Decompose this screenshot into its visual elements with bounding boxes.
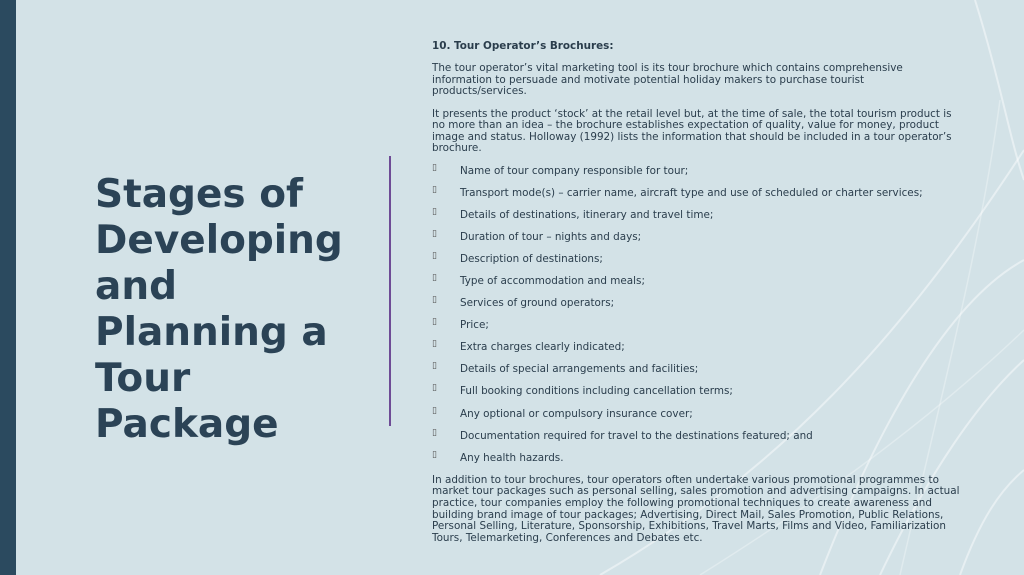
list-item-text: Type of accommodation and meals; <box>460 275 645 287</box>
bullet-icon: ▯ <box>432 206 437 217</box>
list-item-text: Services of ground operators; <box>460 297 615 310</box>
list-item <box>432 317 962 342</box>
list-item-text: Description of destinations; <box>460 252 603 265</box>
list-item <box>432 449 962 475</box>
bullet-icon: ▯ <box>432 295 437 306</box>
list-item-text: Details of destinations, itinerary and travel time; <box>460 208 714 221</box>
bullet-icon: ▯ <box>432 339 437 350</box>
brochure-info-list <box>432 162 962 475</box>
bullet-icon: ▯ <box>432 184 437 195</box>
list-item <box>432 383 962 408</box>
bullet-icon: ▯ <box>432 273 437 283</box>
list-item <box>432 295 962 320</box>
bullet-icon: ▯ <box>432 449 437 460</box>
closing-paragraph: In addition to tour brochures, tour operators often undertake various promotional programmes to market tour packages such as personal selling, sales promotion and advertising campaigns. In actual practice, tour companies employ the following promotional techniques to create awareness and building brand image of tour packages; Advertising, Direct Mail, Sales Promotion, Public Relations, Personal Selling, Literature, Sponsorship, Exhibitions, Travel Marts, Films and Video, Familiarization Tours, Telemarketing, Conferences and Debates etc. <box>432 473 960 544</box>
bullet-icon: ▯ <box>432 361 437 372</box>
list-item <box>432 427 962 453</box>
list-item-text: Any optional or compulsory insurance cover; <box>460 407 693 420</box>
bullet-icon: ▯ <box>432 427 437 438</box>
list-item <box>432 184 962 210</box>
bullet-icon: ▯ <box>432 383 437 394</box>
stock-paragraph: It presents the product ‘stock’ at the retail level but, at the time of sale, the total tourism product is no more than an idea – the brochure establishes expectation of quality, value for money, product image and status. Holloway (1992) lists the information that should be included in a tour operator’s brochure. <box>432 107 952 155</box>
list-item-text: Name of tour company responsible for tour; <box>460 164 689 177</box>
list-item <box>432 361 962 386</box>
list-item <box>432 206 962 232</box>
list-item <box>432 228 962 254</box>
section-heading: 10. Tour Operator’s Brochures: <box>432 40 614 52</box>
list-item-text: Full booking conditions including cancellation terms; <box>460 385 733 398</box>
bullet-icon: ▯ <box>432 250 437 261</box>
list-item-text: Transport mode(s) – carrier name, aircraft type and use of scheduled or charter services; <box>460 186 923 199</box>
bullet-icon: ▯ <box>432 228 437 239</box>
list-item <box>432 162 962 188</box>
list-item-text: Duration of tour – nights and days; <box>460 230 642 243</box>
list-item <box>432 405 962 431</box>
bullet-icon: ▯ <box>432 162 437 173</box>
bullet-icon: ▯ <box>432 405 437 416</box>
bullet-icon: ▯ <box>432 317 437 328</box>
vertical-divider <box>389 156 391 426</box>
list-item-text: Documentation required for travel to the destinations featured; and <box>460 429 813 442</box>
slide-title: Stages of Developing and Planning a Tour Package <box>95 172 343 447</box>
intro-paragraph: The tour operator’s vital marketing tool is its tour brochure which contains comprehensive information to persuade and motivate potential holiday makers to purchase tourist products/services. <box>432 62 903 98</box>
list-item-text: Any health hazards. <box>460 451 564 464</box>
list-item-text: Details of special arrangements and facilities; <box>460 363 699 376</box>
list-item-text: Extra charges clearly indicated; <box>460 341 625 354</box>
list-item <box>432 250 962 276</box>
list-item <box>432 339 962 364</box>
list-item <box>432 273 962 298</box>
content-block <box>432 41 962 555</box>
list-item-text: Price; <box>460 319 489 332</box>
